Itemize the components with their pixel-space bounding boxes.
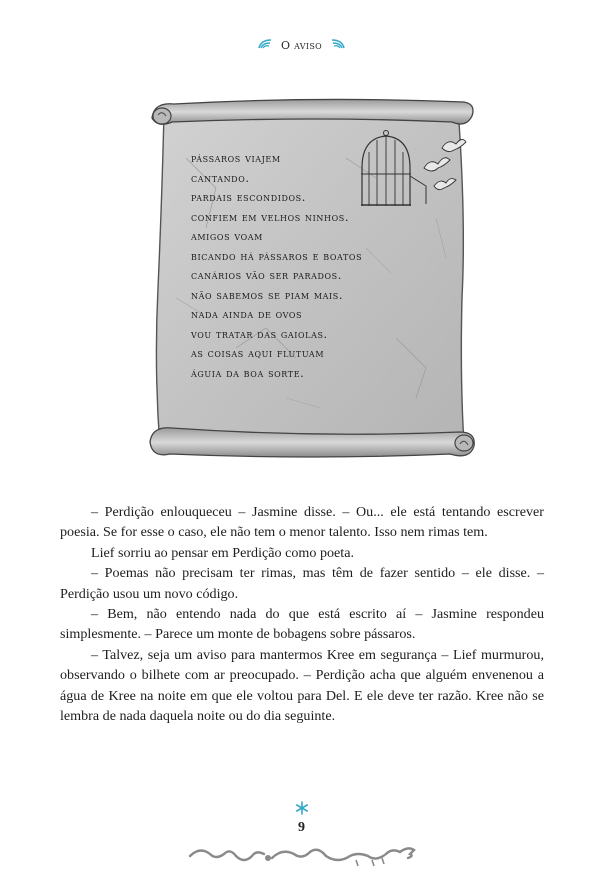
poem-line: águia da boa sorte. [191, 365, 305, 380]
poem-block [191, 149, 451, 383]
paragraph: Lief sorriu ao pensar em Perdição como poeta. [91, 544, 354, 561]
page-number: 9 [298, 820, 305, 835]
poem-line: as coisas aqui flutuam [191, 346, 325, 360]
chapter-title: O aviso [281, 39, 322, 52]
poem-line: vou tratar das gaiolas. [191, 326, 328, 341]
paragraph: – Poemas não precisam ter rimas, mas têm de fazer sentido – ele disse. – Perdição usou um novo código. [60, 565, 544, 602]
running-header [0, 38, 603, 53]
asterisk-star-icon [0, 800, 603, 819]
dragon-swirl-ornament-icon [186, 842, 418, 872]
poem-line: pássaros viajem [191, 151, 281, 165]
swirl-ornament-icon [257, 38, 273, 53]
poem-line: canários vão ser parados. [191, 268, 342, 282]
poem-line: bicando há pássaros e boatos [191, 248, 363, 263]
poem-line: pardais escondidos. [191, 190, 306, 204]
body-text [60, 502, 544, 726]
poem-line: confiem em velhos ninhos. [191, 209, 350, 224]
poem-line: amigos voam [191, 229, 263, 243]
swirl-ornament-icon [330, 38, 346, 53]
poem-line: cantando. [191, 170, 250, 185]
paragraph: – Perdição enlouqueceu – Jasmine disse. – Ou... ele está tentando escrever poesia. Se for esse o caso, ele não tem o menor talento. Isso nem rimas tem. [60, 504, 544, 541]
poem-line: não sabemos se piam mais. [191, 287, 344, 302]
poem-line: nada ainda de ovos [191, 307, 303, 321]
paragraph: – Talvez, seja um aviso para mantermos Kree em segurança – Lief murmurou, observando o bilhete com ar preocupado. – Perdição acha que alguém envenenou a água de Kree na noite em que ele voltou para Del. E ele deve ter razão. Kree não se lembra de nada daquela noite ou do dia seguinte. [60, 646, 544, 725]
parchment-scroll [146, 98, 476, 460]
paragraph: – Bem, não entendo nada do que está escrito aí – Jasmine respondeu simplesmente. – Parece um monte de bobagens sobre pássaros. [60, 606, 544, 643]
